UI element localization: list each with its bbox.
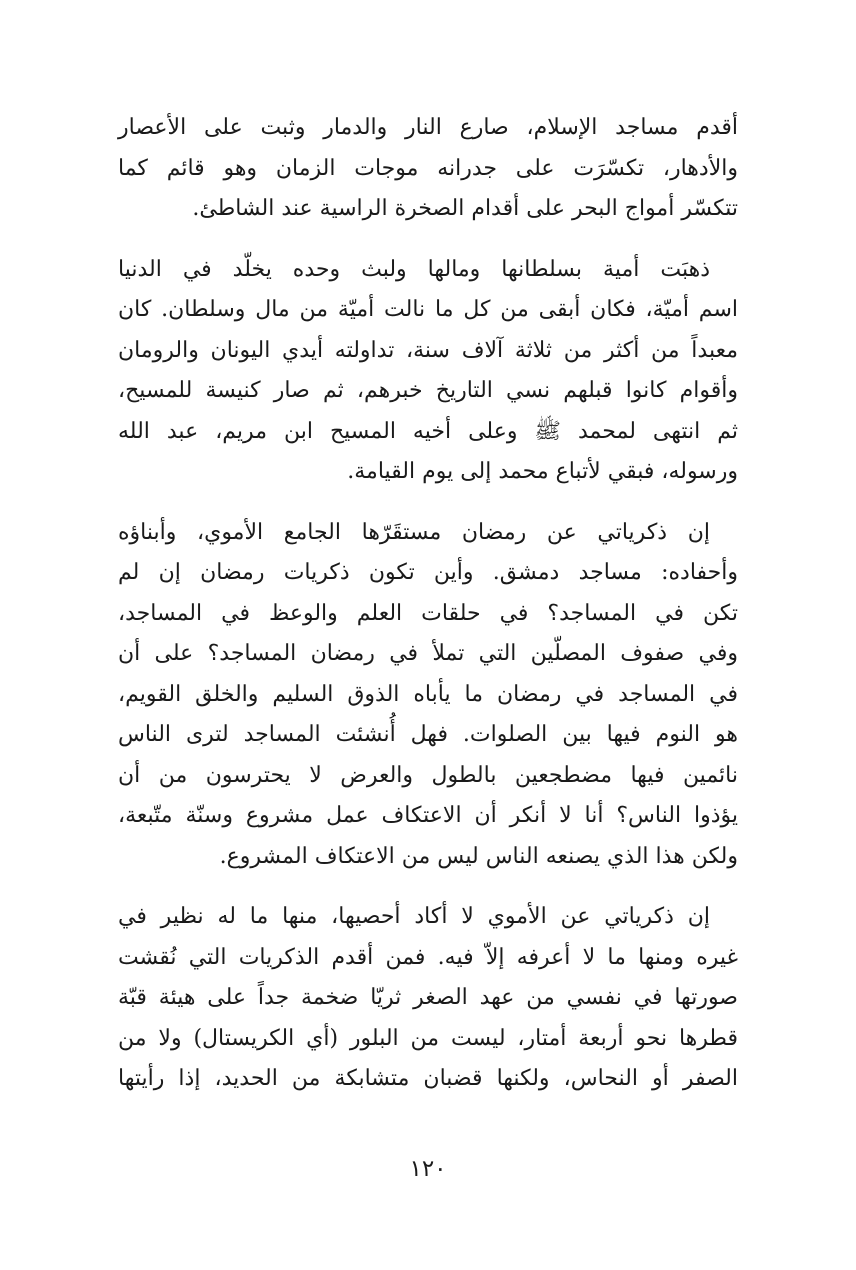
text-line: والأدهار، تكسّرَت على جدرانه موجات الزمان وهو قائم كما: [118, 155, 738, 181]
text-line: تتكسّر أمواج البحر على أقدام الصخرة الراسية عند الشاطئ.: [192, 196, 738, 221]
paragraph-2: [118, 250, 738, 493]
text-line: ثم انتهى لمحمد ﷺ وعلى أخيه المسيح ابن مريم، عبد الله: [118, 418, 738, 444]
text-line: نائمين فيها مضطجعين بالطول والعرض لا يحترسون من أن: [118, 762, 738, 788]
text-line: وأقوام كانوا قبلهم نسي التاريخ خبرهم، ثم صار كنيسة للمسيح،: [118, 378, 738, 403]
text-line: أقدم مساجد الإسلام، صارع النار والدمار وثبت على الأعصار: [118, 115, 738, 140]
text-line: تكن في المساجد؟ في حلقات العلم والوعظ في المساجد،: [118, 600, 738, 626]
page-number: ١٢٠: [409, 1156, 447, 1182]
paragraph-1: [118, 108, 738, 230]
paragraph-3: [118, 513, 738, 878]
text-line: وفي صفوف المصلّين التي تملأ في رمضان المساجد؟ على أن: [118, 641, 738, 666]
text-line: قطرها نحو أربعة أمتار، ليست من البلور (أي الكريستال) ولا من: [118, 1025, 738, 1051]
page-body: [118, 108, 738, 1120]
paragraph-4: [118, 897, 738, 1100]
text-line: يؤذوا الناس؟ أنا لا أنكر أن الاعتكاف عمل مشروع وسنّة متّبعة،: [118, 803, 738, 828]
text-line: صورتها في نفسي من عهد الصغر ثريّا ضخمة جداً على هيئة قبّة: [118, 985, 738, 1010]
text-line: وأحفاده: مساجد دمشق. وأين تكون ذكريات رمضان إن لم: [118, 560, 738, 585]
text-line: ذهبَت أمية بسلطانها ومالها ولبث وحده يخلّد في الدنيا: [118, 256, 710, 282]
text-line: غيره ومنها ما لا أعرفه إلاّ فيه. فمن أقدم الذكريات التي نُقشت: [118, 944, 738, 970]
text-line: هو النوم فيها بين الصلوات. فهل أُنشئت المساجد لترى الناس: [118, 722, 738, 747]
text-line: إن ذكرياتي عن رمضان مستقَرّها الجامع الأموي، وأبناؤه: [118, 519, 710, 545]
text-line: ولكن هذا الذي يصنعه الناس ليس من الاعتكاف المشروع.: [219, 843, 738, 869]
text-line: ورسوله، فبقي لأتباع محمد إلى يوم القيامة.: [347, 459, 738, 484]
text-line: في المساجد في رمضان ما يأباه الذوق السليم والخلق القويم،: [118, 681, 738, 707]
text-line: الصفر أو النحاس، ولكنها قضبان متشابكة من الحديد، إذا رأيتها: [118, 1066, 738, 1091]
text-line: معبداً من أكثر من ثلاثة آلاف سنة، تداولته أيدي اليونان والرومان: [118, 337, 738, 363]
text-line: إن ذكرياتي عن الأموي لا أكاد أحصيها، منها ما له نظير في: [118, 904, 710, 929]
text-line: اسم أميّة، فكان أبقى من كل ما نالت أميّة من مال وسلطان. كان: [118, 297, 738, 322]
